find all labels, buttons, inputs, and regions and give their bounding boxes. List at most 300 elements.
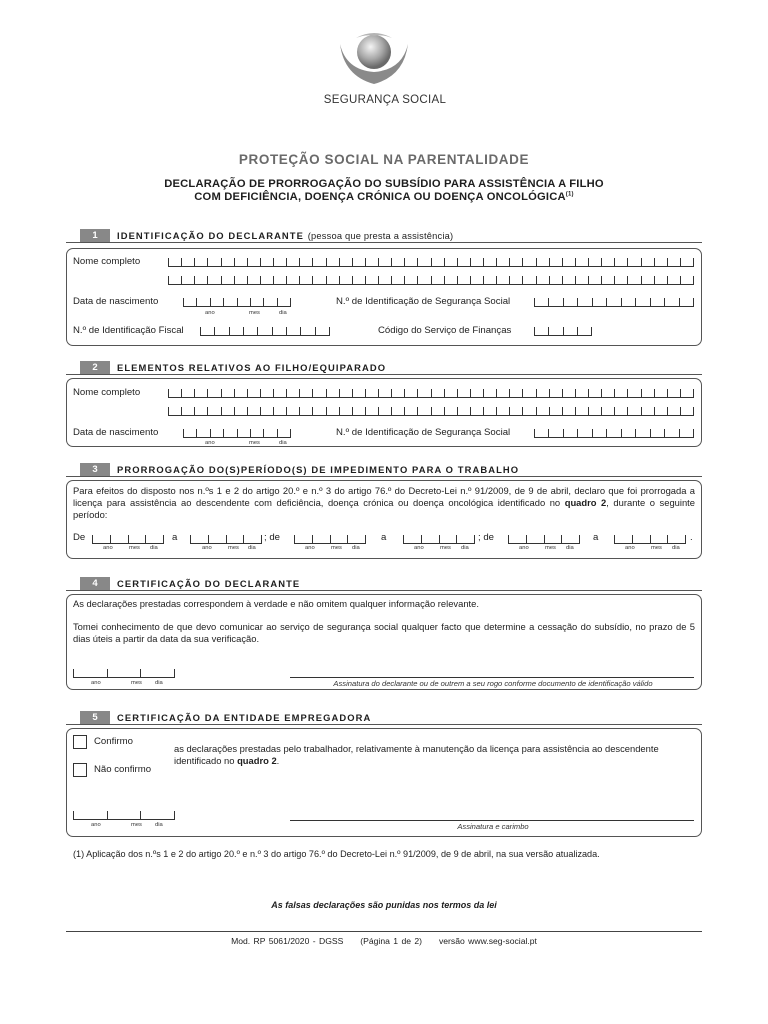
s5-signature-label: Assinatura e carimbo	[457, 822, 529, 831]
section-1-number: 1	[80, 229, 110, 242]
comb-tick	[536, 276, 537, 284]
comb-tick	[522, 258, 523, 266]
s1-birth-date-field[interactable]	[183, 298, 291, 307]
comb-tick	[208, 535, 209, 543]
comb-tick	[378, 258, 379, 266]
comb-tick	[221, 276, 222, 284]
comb-tick	[391, 407, 392, 415]
comb-tick	[457, 389, 458, 397]
comb-tick	[470, 389, 471, 397]
comb-tick	[181, 407, 182, 415]
comb-tick	[140, 811, 141, 819]
comb-tick	[207, 258, 208, 266]
comb-tick	[667, 407, 668, 415]
comb-tick	[588, 389, 589, 397]
comb-tick	[641, 407, 642, 415]
comb-tick	[391, 389, 392, 397]
comb-tick	[536, 407, 537, 415]
comb-tick	[536, 258, 537, 266]
comb-tick	[352, 407, 353, 415]
s3-d1-month: mes	[129, 545, 140, 551]
comb-tick	[347, 535, 348, 543]
s3-d2-day: dia	[248, 545, 256, 551]
comb-tick	[339, 258, 340, 266]
comb-tick	[562, 407, 563, 415]
s2-name-field-line-1[interactable]	[168, 389, 694, 398]
s1-year-label: ano	[205, 310, 215, 316]
comb-tick	[614, 389, 615, 397]
comb-tick	[312, 258, 313, 266]
comb-tick	[174, 811, 175, 819]
comb-tick	[544, 535, 545, 543]
s3-d1-year: ano	[103, 545, 113, 551]
comb-tick	[522, 276, 523, 284]
s5-signature-line[interactable]	[290, 820, 694, 821]
comb-tick	[601, 389, 602, 397]
s2-name-field-line-2[interactable]	[168, 407, 694, 416]
comb-tick	[549, 407, 550, 415]
s4-year-label: ano	[91, 680, 101, 686]
confirm-label: Confirmo	[94, 736, 133, 747]
s4-signature-line[interactable]	[290, 677, 694, 678]
s3-period3-start-field[interactable]	[508, 535, 580, 544]
s3-d1-day: dia	[150, 545, 158, 551]
section-4-number: 4	[80, 577, 110, 590]
s2-niss-field[interactable]	[534, 429, 694, 438]
s3-period2-start-field[interactable]	[294, 535, 366, 544]
s3-d5-day: dia	[566, 545, 574, 551]
s3-to-label-1: a	[172, 532, 178, 543]
comb-tick	[417, 389, 418, 397]
s4-date-field[interactable]	[73, 669, 175, 678]
comb-tick	[417, 407, 418, 415]
comb-tick	[575, 389, 576, 397]
s2-niss-label: N.º de Identificação de Segurança Social	[336, 427, 511, 438]
comb-tick	[621, 429, 622, 437]
comb-tick	[693, 258, 694, 266]
s1-niss-label: N.º de Identificação de Segurança Social	[336, 296, 511, 307]
comb-tick	[496, 407, 497, 415]
comb-tick	[614, 276, 615, 284]
comb-tick	[680, 276, 681, 284]
comb-tick	[168, 389, 169, 397]
page-title: PROTEÇÃO SOCIAL NA PARENTALIDADE	[238, 152, 530, 167]
comb-tick	[391, 276, 392, 284]
section-3-rule	[66, 476, 702, 477]
comb-tick	[667, 389, 668, 397]
comb-tick	[536, 389, 537, 397]
comb-tick	[312, 407, 313, 415]
footer-rule	[66, 931, 702, 932]
comb-tick	[522, 389, 523, 397]
document-title-line-2	[0, 191, 768, 203]
comb-tick	[548, 327, 549, 335]
s3-d5-month: mes	[545, 545, 556, 551]
comb-tick	[263, 429, 264, 437]
comb-tick	[299, 258, 300, 266]
comb-tick	[627, 407, 628, 415]
comb-tick	[260, 276, 261, 284]
section-1-title	[117, 230, 453, 241]
comb-tick	[664, 298, 665, 306]
s5-text-bold: quadro 2	[237, 755, 277, 766]
comb-tick	[421, 535, 422, 543]
comb-tick	[210, 429, 211, 437]
comb-tick	[329, 327, 330, 335]
s4-signature-label: Assinatura do declarante ou de outrem a seu rogo conforme documento de identificação válido	[333, 679, 653, 688]
s3-period2-end-field[interactable]	[403, 535, 475, 544]
comb-tick	[273, 407, 274, 415]
comb-tick	[257, 327, 258, 335]
s5-text-after: .	[276, 755, 280, 766]
comb-tick	[470, 407, 471, 415]
comb-tick	[73, 669, 74, 677]
comb-tick	[299, 276, 300, 284]
comb-tick	[588, 258, 589, 266]
comb-tick	[627, 258, 628, 266]
comb-tick	[592, 429, 593, 437]
comb-tick	[404, 258, 405, 266]
comb-tick	[627, 276, 628, 284]
not-confirm-label: Não confirmo	[94, 764, 152, 775]
s4-day-label: dia	[155, 680, 163, 686]
s3-sep-label: ; de	[264, 532, 281, 543]
s1-name-field-line-2[interactable]	[168, 276, 694, 285]
section-3-number: 3	[80, 463, 110, 476]
s4-text-2: Tomei conhecimento de que devo comunicar ao serviço de segurança social qualquer facto que determine a cessação do subsídio, no prazo de 5 dias úteis a partir da data da sua verificação.	[73, 621, 695, 644]
comb-tick	[352, 389, 353, 397]
comb-tick	[693, 276, 694, 284]
comb-tick	[614, 535, 615, 543]
form-reference-footer: Mod. RP 5061/2020 - DGSS (Página 1 de 2) versão www.seg-social.pt	[231, 936, 537, 946]
comb-tick	[312, 389, 313, 397]
comb-tick	[243, 535, 244, 543]
comb-tick	[226, 535, 227, 543]
s1-tax-office-label: Código do Serviço de Finanças	[378, 325, 512, 336]
comb-tick	[667, 276, 668, 284]
s1-name-label: Nome completo	[73, 256, 141, 267]
comb-tick	[196, 429, 197, 437]
document-title-line-1: DECLARAÇÃO DE PRORROGAÇÃO DO SUBSÍDIO PARA ASSISTÊNCIA A FILHO	[164, 178, 604, 190]
comb-tick	[667, 258, 668, 266]
document-title-text: COM DEFICIÊNCIA, DOENÇA CRÓNICA OU DOENÇA ONCOLÓGICA	[194, 191, 566, 203]
section-4-rule	[66, 590, 702, 591]
comb-tick	[635, 429, 636, 437]
comb-tick	[509, 389, 510, 397]
comb-tick	[680, 407, 681, 415]
comb-tick	[237, 298, 238, 306]
comb-tick	[693, 298, 694, 306]
comb-tick	[326, 407, 327, 415]
comb-tick	[496, 258, 497, 266]
comb-tick	[107, 669, 108, 677]
s3-d3-month: mes	[331, 545, 342, 551]
s5-certification-text	[174, 743, 696, 767]
comb-tick	[339, 276, 340, 284]
comb-tick	[522, 407, 523, 415]
section-4-title: CERTIFICAÇÃO DO DECLARANTE	[117, 578, 301, 589]
comb-tick	[260, 389, 261, 397]
comb-tick	[168, 258, 169, 266]
comb-tick	[365, 389, 366, 397]
s1-day-label: dia	[279, 310, 287, 316]
comb-tick	[606, 429, 607, 437]
comb-tick	[326, 276, 327, 284]
s2-name-label: Nome completo	[73, 387, 141, 398]
comb-tick	[315, 327, 316, 335]
s1-name-field-line-1[interactable]	[168, 258, 694, 267]
s3-period1-end-field[interactable]	[190, 535, 262, 544]
s5-date-field[interactable]	[73, 811, 175, 820]
logo-text: SEGURANÇA SOCIAL	[323, 94, 447, 106]
comb-tick	[534, 327, 535, 335]
s3-d3-day: dia	[352, 545, 360, 551]
comb-tick	[234, 389, 235, 397]
comb-tick	[650, 535, 651, 543]
footnote-marker: (1)	[565, 191, 574, 198]
comb-tick	[641, 276, 642, 284]
comb-tick	[299, 407, 300, 415]
comb-tick	[286, 258, 287, 266]
comb-tick	[563, 298, 564, 306]
footnote: (1) Aplicação dos n.ºs 1 e 2 do artigo 20.º e n.º 3 do artigo 76.º do Decreto-Lei n.º 91/2009, de 9 de abril, na sua versão atualizada.	[73, 849, 600, 859]
comb-tick	[365, 258, 366, 266]
comb-tick	[207, 276, 208, 284]
s3-d4-day: dia	[461, 545, 469, 551]
comb-tick	[404, 276, 405, 284]
confirm-checkbox[interactable]	[73, 735, 87, 749]
s3-text-before: Para efeitos do disposto nos n.ºs 1 e 2 do artigo 20.º e n.º 3 do artigo 76.º do Decreto-Lei n.º 91/2009, de 9 de abril, declaro que foi prorrogada a licença para assistência ao descendente com deficiência, doença crónica ou doença oncológica identificado no	[73, 485, 695, 508]
comb-tick	[679, 298, 680, 306]
comb-tick	[693, 389, 694, 397]
comb-tick	[534, 429, 535, 437]
comb-tick	[680, 258, 681, 266]
comb-tick	[207, 407, 208, 415]
comb-tick	[404, 389, 405, 397]
s3-d6-month: mes	[651, 545, 662, 551]
comb-tick	[339, 389, 340, 397]
comb-tick	[181, 389, 182, 397]
comb-tick	[403, 535, 404, 543]
comb-tick	[234, 258, 235, 266]
comb-tick	[534, 298, 535, 306]
comb-tick	[207, 389, 208, 397]
comb-tick	[183, 298, 184, 306]
s1-month-label: mes	[249, 310, 260, 316]
s4-month-label: mes	[131, 680, 142, 686]
comb-tick	[163, 535, 164, 543]
comb-tick	[391, 258, 392, 266]
comb-tick	[221, 407, 222, 415]
comb-tick	[457, 258, 458, 266]
comb-tick	[247, 407, 248, 415]
comb-tick	[483, 258, 484, 266]
comb-tick	[654, 389, 655, 397]
section-2-rule	[66, 374, 702, 375]
s3-d2-month: mes	[228, 545, 239, 551]
comb-tick	[194, 258, 195, 266]
s2-birth-label: Data de nascimento	[73, 427, 159, 438]
comb-tick	[234, 276, 235, 284]
comb-tick	[577, 429, 578, 437]
comb-tick	[168, 276, 169, 284]
comb-tick	[273, 389, 274, 397]
comb-tick	[339, 407, 340, 415]
comb-tick	[194, 389, 195, 397]
comb-tick	[247, 389, 248, 397]
comb-tick	[654, 407, 655, 415]
comb-tick	[110, 535, 111, 543]
comb-tick	[277, 298, 278, 306]
comb-tick	[575, 276, 576, 284]
comb-tick	[496, 276, 497, 284]
comb-tick	[667, 535, 668, 543]
comb-tick	[614, 258, 615, 266]
comb-tick	[261, 535, 262, 543]
comb-tick	[509, 276, 510, 284]
not-confirm-checkbox[interactable]	[73, 763, 87, 777]
section-5-number: 5	[80, 711, 110, 724]
comb-tick	[654, 258, 655, 266]
comb-tick	[549, 258, 550, 266]
s3-text-after: , durante o seguinte período:	[73, 497, 695, 520]
comb-tick	[286, 276, 287, 284]
comb-tick	[483, 407, 484, 415]
comb-tick	[577, 327, 578, 335]
comb-tick	[431, 258, 432, 266]
comb-tick	[549, 276, 550, 284]
comb-tick	[194, 276, 195, 284]
comb-tick	[286, 389, 287, 397]
comb-tick	[601, 258, 602, 266]
comb-tick	[664, 429, 665, 437]
comb-tick	[614, 407, 615, 415]
comb-tick	[300, 327, 301, 335]
section-5-title: CERTIFICAÇÃO DA ENTIDADE EMPREGADORA	[117, 712, 372, 723]
section-1-rule	[66, 242, 702, 243]
s1-tax-office-field[interactable]	[534, 327, 592, 336]
comb-tick	[210, 298, 211, 306]
comb-tick	[183, 429, 184, 437]
s1-niss-field[interactable]	[534, 298, 694, 307]
comb-tick	[250, 429, 251, 437]
s1-birth-label: Data de nascimento	[73, 296, 159, 307]
comb-tick	[444, 407, 445, 415]
comb-tick	[73, 811, 74, 819]
comb-tick	[654, 276, 655, 284]
comb-tick	[326, 389, 327, 397]
comb-tick	[145, 535, 146, 543]
s3-d4-month: mes	[440, 545, 451, 551]
comb-tick	[680, 389, 681, 397]
globe-logo-icon	[336, 30, 412, 88]
s3-d6-year: ano	[625, 545, 635, 551]
comb-tick	[128, 535, 129, 543]
s2-birth-date-field[interactable]	[183, 429, 291, 438]
comb-tick	[237, 429, 238, 437]
comb-tick	[431, 389, 432, 397]
comb-tick	[563, 429, 564, 437]
comb-tick	[223, 298, 224, 306]
comb-tick	[579, 535, 580, 543]
comb-tick	[685, 535, 686, 543]
comb-tick	[679, 429, 680, 437]
comb-tick	[563, 327, 564, 335]
comb-tick	[168, 407, 169, 415]
comb-tick	[140, 669, 141, 677]
s3-d4-year: ano	[414, 545, 424, 551]
comb-tick	[470, 276, 471, 284]
comb-tick	[378, 407, 379, 415]
section-2-title: ELEMENTOS RELATIVOS AO FILHO/EQUIPARADO	[117, 362, 387, 373]
comb-tick	[326, 258, 327, 266]
s3-d5-year: ano	[519, 545, 529, 551]
s3-d2-year: ano	[202, 545, 212, 551]
s3-period1-start-field[interactable]	[92, 535, 164, 544]
comb-tick	[286, 327, 287, 335]
legal-warning: As falsas declarações são punidas nos termos da lei	[271, 900, 497, 910]
comb-tick	[693, 429, 694, 437]
comb-tick	[365, 276, 366, 284]
section-3-title: PRORROGAÇÃO DO(S)PERÍODO(S) DE IMPEDIMENTO PARA O TRABALHO	[117, 464, 520, 475]
section-5-rule	[66, 724, 702, 725]
comb-tick	[483, 276, 484, 284]
s5-text-before: as declarações prestadas pelo trabalhador, relativamente à manutenção da licença para assistência ao descendente identificado no	[174, 743, 659, 766]
comb-tick	[575, 407, 576, 415]
s3-to-label-2: a	[381, 532, 387, 543]
comb-tick	[627, 389, 628, 397]
comb-tick	[92, 535, 93, 543]
comb-tick	[588, 276, 589, 284]
s3-period3-end-field[interactable]	[614, 535, 686, 544]
comb-tick	[456, 535, 457, 543]
comb-tick	[641, 258, 642, 266]
comb-tick	[273, 258, 274, 266]
comb-tick	[693, 407, 694, 415]
comb-tick	[549, 389, 550, 397]
comb-tick	[273, 276, 274, 284]
comb-tick	[431, 276, 432, 284]
comb-tick	[290, 429, 291, 437]
s1-nif-field[interactable]	[200, 327, 330, 336]
comb-tick	[606, 298, 607, 306]
comb-tick	[635, 298, 636, 306]
comb-tick	[562, 389, 563, 397]
comb-tick	[509, 258, 510, 266]
comb-tick	[509, 407, 510, 415]
comb-tick	[196, 298, 197, 306]
comb-tick	[181, 276, 182, 284]
s3-d3-year: ano	[305, 545, 315, 551]
comb-tick	[444, 258, 445, 266]
s4-text-1: As declarações prestadas correspondem à verdade e não omitem qualquer informação relevante.	[73, 598, 479, 609]
s2-day-label: dia	[279, 440, 287, 446]
comb-tick	[286, 407, 287, 415]
comb-tick	[352, 258, 353, 266]
s3-text-bold: quadro 2	[564, 497, 607, 508]
comb-tick	[457, 276, 458, 284]
comb-tick	[247, 276, 248, 284]
comb-tick	[299, 389, 300, 397]
comb-tick	[107, 811, 108, 819]
comb-tick	[601, 276, 602, 284]
comb-tick	[562, 258, 563, 266]
comb-tick	[417, 276, 418, 284]
comb-tick	[312, 535, 313, 543]
comb-tick	[650, 429, 651, 437]
comb-tick	[562, 276, 563, 284]
s3-d6-day: dia	[672, 545, 680, 551]
